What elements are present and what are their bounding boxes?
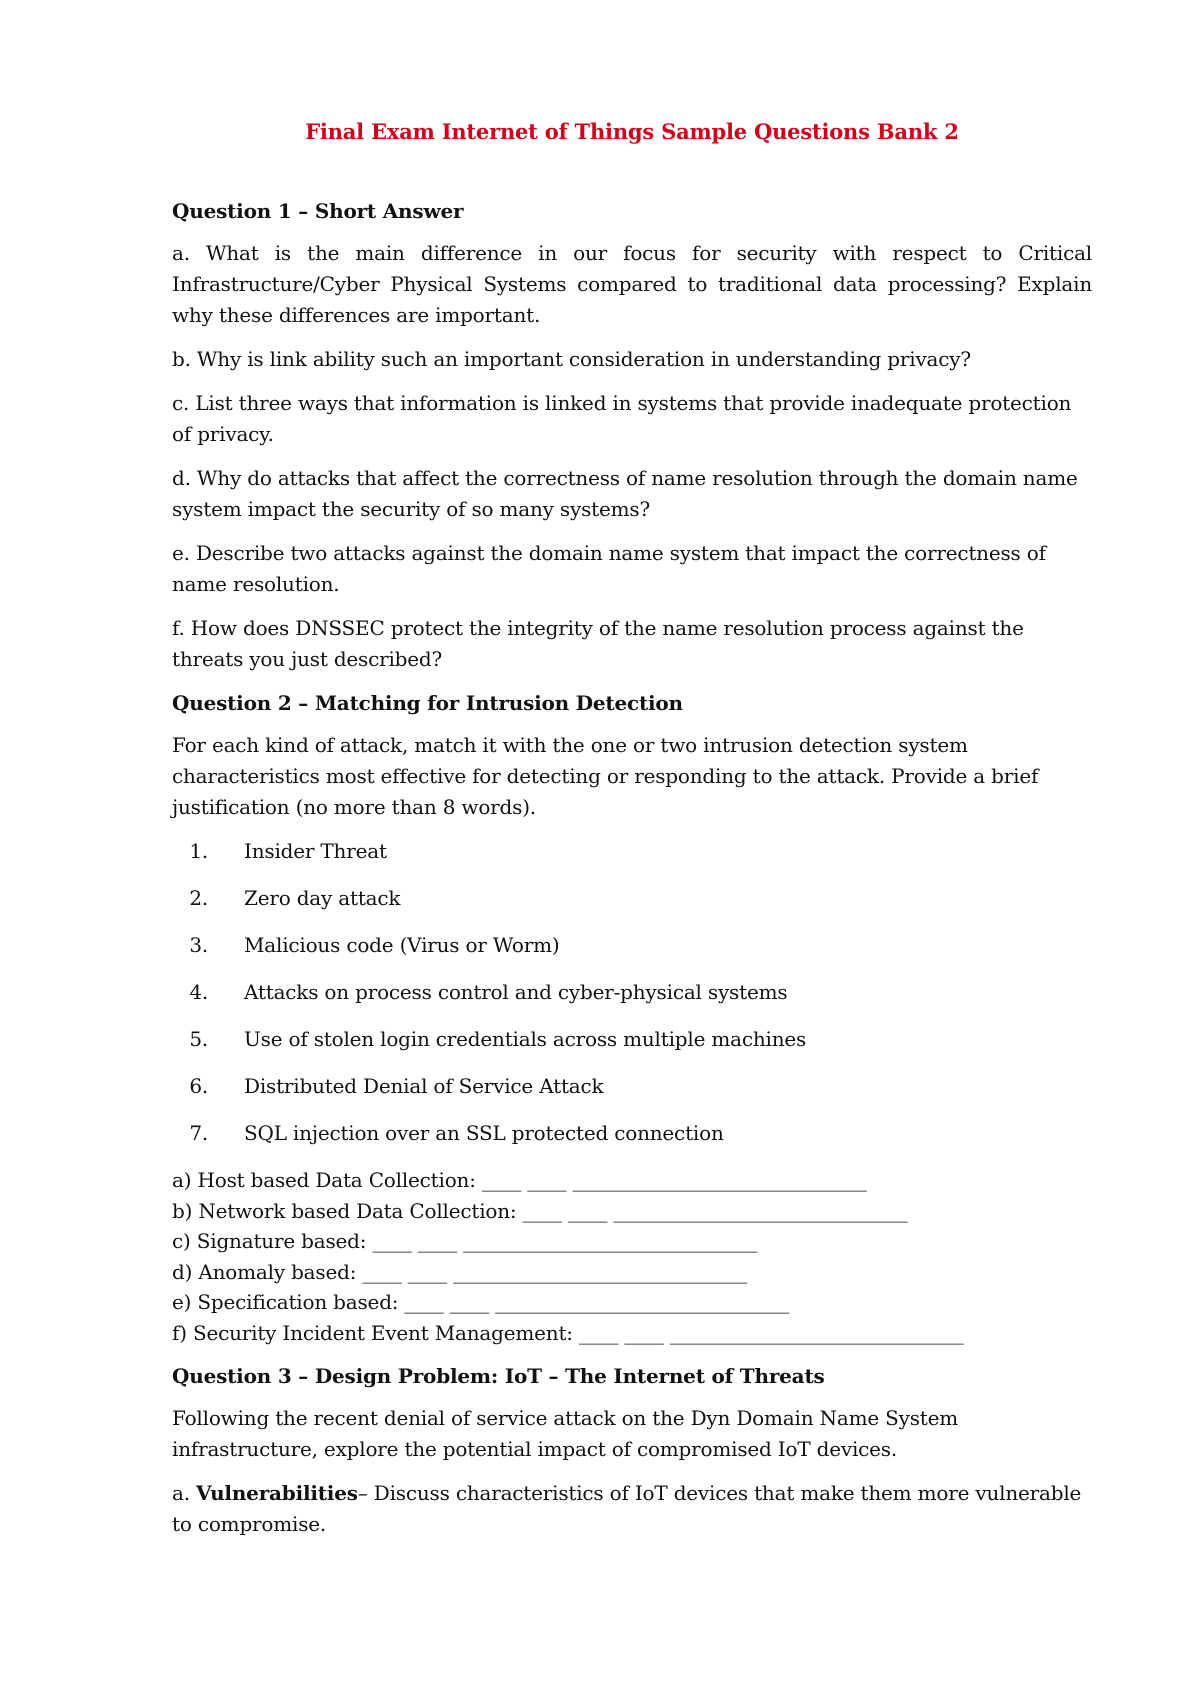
characteristic-signature-based: c) Signature based: ____ ____ ______________________________ (172, 1229, 758, 1253)
item-text: – Discuss characteristics of IoT devices that make them more vulnerable to compromise. (172, 1481, 1082, 1536)
question-2-intro: For each kind of attack, match it with the one or two intrusion detection system characteristics most effective for detecting or responding to the attack. Provide a brief justification (no more than 8 words). (172, 733, 1039, 819)
question-3-item-a (172, 1478, 1092, 1540)
characteristic-network-based: b) Network based Data Collection: ____ ____ ______________________________ (172, 1198, 908, 1223)
question-2-heading: Question 2 – Matching for Intrusion Detection (172, 691, 683, 715)
list-item (172, 883, 1092, 914)
list-item (172, 977, 1092, 1008)
question-1-item-d: d. Why do attacks that affect the correctness of name resolution through the domain name system impact the security of so many systems? (172, 466, 1078, 521)
list-text: Attacks on process control and cyber-physical systems (244, 980, 788, 1004)
list-number: 4. (189, 980, 208, 1004)
characteristic-siem: f) Security Incident Event Management: ____ ____ ______________________________ (172, 1320, 964, 1345)
list-number: 1. (189, 839, 208, 863)
characteristics-answer-lines (172, 1165, 1092, 1348)
list-item (172, 1024, 1092, 1055)
list-item (172, 1118, 1092, 1149)
question-1-item-a: a. What is the main difference in our focus for security with respect to Critical Infrastructure/Cyber Physical Systems compared to traditional data processing? Explain why these differences are important. (172, 241, 1092, 327)
item-keyword: Vulnerabilities (196, 1481, 358, 1505)
list-text: Insider Threat (244, 839, 387, 863)
item-prefix: a. (172, 1481, 197, 1505)
list-number: 2. (189, 886, 208, 910)
question-1-item-f: f. How does DNSSEC protect the integrity of the name resolution process against the threats you just described? (172, 616, 1024, 671)
list-item (172, 930, 1092, 961)
list-number: 3. (189, 933, 208, 957)
list-text: Malicious code (Virus or Worm) (244, 933, 560, 957)
list-item (172, 836, 1092, 867)
list-number: 5. (189, 1027, 208, 1051)
document-page (172, 116, 1092, 1553)
question-3-heading: Question 3 – Design Problem: IoT – The Internet of Threats (172, 1364, 825, 1388)
characteristic-specification-based: e) Specification based: ____ ____ ______________________________ (172, 1290, 790, 1314)
question-1-item-b: b. Why is link ability such an important consideration in understanding privacy? (172, 347, 971, 371)
list-number: 6. (189, 1074, 208, 1098)
list-text: SQL injection over an SSL protected connection (244, 1121, 724, 1145)
characteristic-anomaly-based: d) Anomaly based: ____ ____ ______________________________ (172, 1259, 748, 1284)
list-text: Distributed Denial of Service Attack (244, 1074, 604, 1098)
question-1-item-c: c. List three ways that information is linked in systems that provide inadequate protection of privacy. (172, 391, 1072, 446)
list-text: Use of stolen login credentials across multiple machines (244, 1027, 807, 1051)
list-item (172, 1071, 1092, 1102)
list-number: 7. (189, 1121, 208, 1145)
document-title: Final Exam Internet of Things Sample Questions Bank 2 (305, 119, 959, 144)
characteristic-host-based: a) Host based Data Collection: ____ ____ ______________________________ (172, 1168, 867, 1192)
question-1-heading: Question 1 – Short Answer (172, 199, 464, 223)
question-1-item-e: e. Describe two attacks against the domain name system that impact the correctness of name resolution. (172, 541, 1046, 596)
list-text: Zero day attack (244, 886, 401, 910)
question-3-intro: Following the recent denial of service attack on the Dyn Domain Name System infrastructure, explore the potential impact of compromised IoT devices. (172, 1406, 959, 1461)
attack-list (172, 836, 1092, 1149)
